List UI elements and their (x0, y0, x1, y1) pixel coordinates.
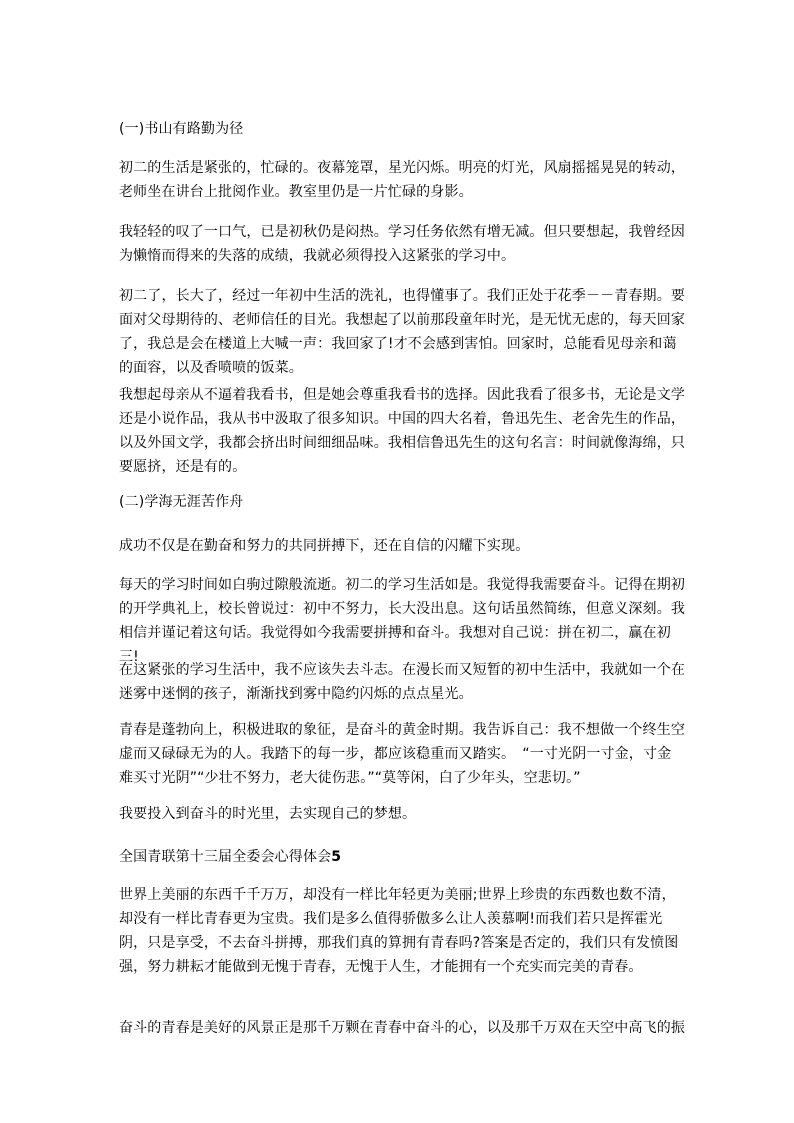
section-heading-1: (一)书山有路勤为径 (119, 121, 244, 137)
paragraph: 奋斗的青春是美好的风景正是那千万颗在青春中奋斗的心，以及那千万双在天空中高飞的振 (119, 1020, 685, 1036)
paragraph: 成功不仅是在勤奋和努力的共同拼搏下，还在自信的闪耀下实现。 (119, 538, 530, 554)
article-title-text: 全国青联第十三届全委会心得体会 (119, 849, 332, 865)
paragraph: 世界上美丽的东西千千万万，却没有一样比年轻更为美丽;世界上珍贵的东西数也数不清，却没有一样比青春更为宝贵。我们是多么值得骄傲多么让人羡慕啊!而我们若只是挥霍光阴，只是享受，不去奋斗拼搏，那我们真的算拥有青春吗?答案是否定的，我们只有发愤图强，努力耕耘才能做到无愧于青春，无愧于人生，才能拥有一个充实而完美的青春。 (119, 887, 679, 975)
section-heading-2: (二)学海无涯苦作舟 (119, 494, 244, 510)
article-title-number: 5 (331, 849, 342, 865)
paragraph: 初二的生活是紧张的，忙碌的。夜幕笼罩，星光闪烁。明亮的灯光，风扇摇摇晃晃的转动，老师坐在讲台上批阅作业。教室里仍是一片忙碌的身影。 (119, 160, 685, 200)
paragraph: 初二了，长大了，经过一年初中生活的洗礼，也得懂事了。我们正处于花季－－青春期。要面对父母期待的、老师信任的目光。我想起了以前那段童年时光，是无忧无虑的，每天回家了，我总是会在楼道上大喊一声：我回家了!才不会感到害怕。回家时，总能看见母亲和蔼的面容，以及香喷喷的饭菜。 (119, 288, 685, 376)
article-title (119, 845, 685, 869)
paragraph: 每天的学习时间如白驹过隙般流逝。初二的学习生活如是。我觉得我需要奋斗。记得在期初的开学典礼上，校长曾说过：初中不努力，长大没出息。这句话虽然简练，但意义深刻。我相信并谨记着这句话。我觉得如今我需要拼搏和奋斗。我想对自己说：拼在初二，赢在初三! (119, 577, 685, 665)
paragraph: 在这紧张的学习生活中，我不应该失去斗志。在漫长而又短暂的初中生活中，我就如一个在迷雾中迷惘的孩子，渐渐找到雾中隐约闪烁的点点星光。 (119, 662, 685, 702)
paragraph: 我轻轻的叹了一口气，已是初秋仍是闷热。学习任务依然有增无减。但只要想起，我曾经因为懒惰而得来的失落的成绩，我就必须得投入这紧张的学习中。 (119, 224, 685, 264)
paragraph: 青春是蓬勃向上，积极进取的象征，是奋斗的黄金时期。我告诉自己：我不想做一个终生空虚而又碌碌无为的人。我踏下的每一步，都应该稳重而又踏实。 “一寸光阴一寸金，寸金难买寸光阴”“少壮不努力，老大徒伤悲。”“莫等闲，白了少年头，空悲切。” (119, 722, 685, 786)
paragraph: 我想起母亲从不逼着我看书，但是她会尊重我看书的选择。因此我看了很多书，无论是文学还是小说作品，我从书中汲取了很多知识。中国的四大名着，鲁迅先生、老舍先生的作品，以及外国文学，我都会挤出时间细细品味。我相信鲁迅先生的这句名言：时间就像海绵，只要愿挤，还是有的。 (119, 387, 685, 475)
paragraph: 我要投入到奋斗的时光里，去实现自己的梦想。 (119, 806, 417, 822)
